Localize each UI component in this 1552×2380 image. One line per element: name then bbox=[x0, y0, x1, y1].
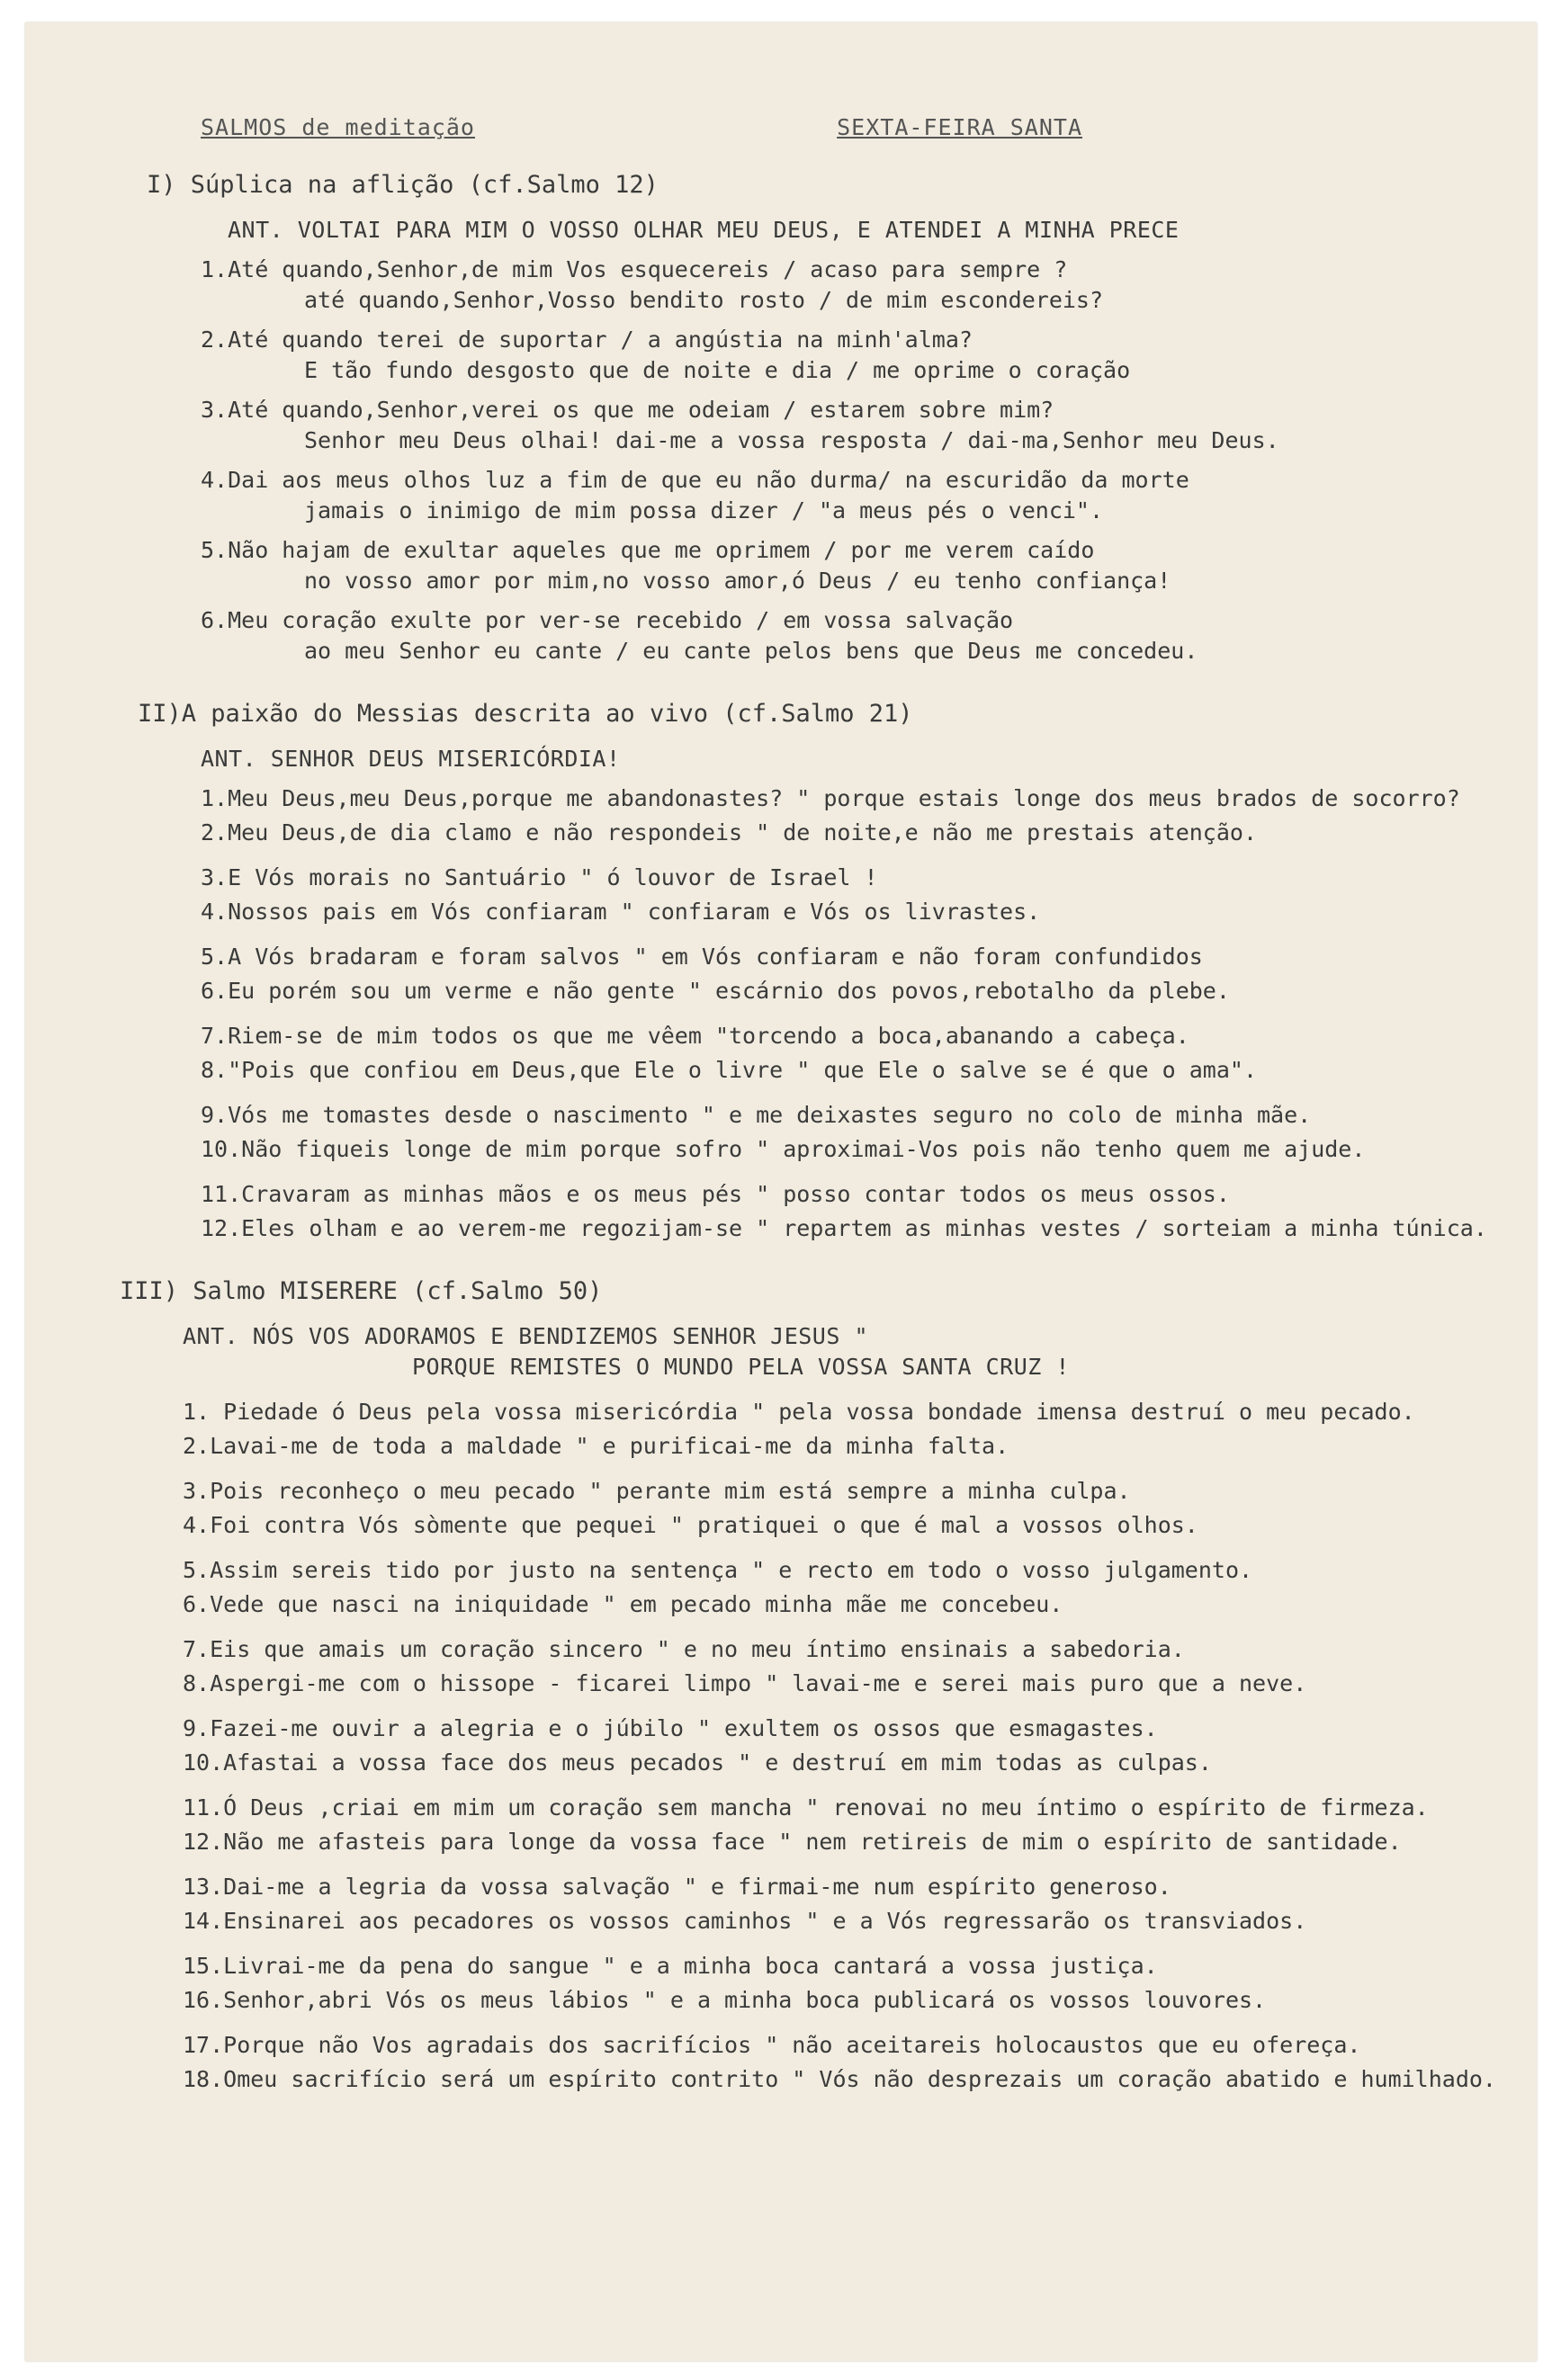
verse-line-cont: E tão fundo desgosto que de noite e dia / me oprime o coração bbox=[304, 357, 1131, 383]
verse: 9.Fazei-me ouvir a alegria e o júbilo " exultem os ossos que esmagastes. bbox=[183, 1715, 1158, 1741]
verse: 3.Pois reconheço o meu pecado " perante mim está sempre a minha culpa. bbox=[183, 1478, 1131, 1504]
verse-line: 6.Meu coração exulte por ver-se recebido / em vossa salvação bbox=[201, 607, 1014, 633]
antiphon-line-1: ANT. NÓS VOS ADORAMOS E BENDIZEMOS SENHOR JESUS " bbox=[183, 1323, 869, 1349]
verse-line: 3.Até quando,Senhor,verei os que me odeiam / estarem sobre mim? bbox=[201, 397, 1054, 423]
verse-line-cont: jamais o inimigo de mim possa dizer / "a meus pés o venci". bbox=[304, 497, 1104, 523]
verse: 11.Ó Deus ,criai em mim um coração sem mancha " renovai no meu íntimo o espírito de firmeza. bbox=[183, 1794, 1429, 1821]
verse: 18.Omeu sacrifício será um espírito contrito " Vós não desprezais um coração abatido e humilhado. bbox=[183, 2066, 1496, 2092]
section-2-antiphon: ANT. SENHOR DEUS MISERICÓRDIA! bbox=[201, 746, 621, 772]
verse: 1.Meu Deus,meu Deus,porque me abandonastes? " porque estais longe dos meus brados de socorro? bbox=[201, 785, 1460, 811]
paper-sheet bbox=[25, 22, 1537, 2361]
verse: 4.Foi contra Vós sòmente que pequei " pratiquei o que é mal a vossos olhos. bbox=[183, 1512, 1198, 1538]
header-right: SEXTA-FEIRA SANTA bbox=[837, 114, 1082, 140]
verse: 2.Lavai-me de toda a maldade " e purificai-me da minha falta. bbox=[183, 1433, 1009, 1459]
verse bbox=[201, 255, 1528, 316]
verse bbox=[201, 325, 1528, 386]
verse-line-cont: no vosso amor por mim,no vosso amor,ó Deus / eu tenho confiança! bbox=[304, 568, 1171, 594]
page-header bbox=[201, 112, 1082, 143]
document-content bbox=[120, 112, 1528, 2095]
verse-line: 5.Não hajam de exultar aqueles que me oprimem / por me verem caído bbox=[201, 537, 1095, 563]
verse: 16.Senhor,abri Vós os meus lábios " e a minha boca publicará os vossos louvores. bbox=[183, 1987, 1267, 2013]
verse: 8.Aspergi-me com o hissope - ficarei limpo " lavai-me e serei mais puro que a neve. bbox=[183, 1670, 1307, 1696]
verse: 13.Dai-me a legria da vossa salvação " e firmai-me num espírito generoso. bbox=[183, 1874, 1171, 1900]
verse-line-cont: até quando,Senhor,Vosso bendito rosto / de mim escondereis? bbox=[304, 287, 1104, 313]
verse: 17.Porque não Vos agradais dos sacrifícios " não aceitareis holocaustos que eu ofereça. bbox=[183, 2032, 1361, 2058]
verse: 7.Eis que amais um coração sincero " e no meu íntimo ensinais a sabedoria. bbox=[183, 1636, 1185, 1662]
verse: 12.Não me afasteis para longe da vossa face " nem retireis de mim o espírito de santidade. bbox=[183, 1829, 1402, 1855]
verse bbox=[201, 605, 1528, 667]
verse bbox=[201, 535, 1528, 596]
verse: 10.Não fiqueis longe de mim porque sofro " aproximai-Vos pois não tenho quem me ajude. bbox=[201, 1136, 1366, 1162]
verse: 7.Riem-se de mim todos os que me vêem "torcendo a boca,abanando a cabeça. bbox=[201, 1023, 1189, 1049]
verse-line-cont: ao meu Senhor eu cante / eu cante pelos bens que Deus me concedeu. bbox=[304, 638, 1198, 664]
verse-line: 4.Dai aos meus olhos luz a fim de que eu não durma/ na escuridão da morte bbox=[201, 467, 1189, 493]
section-3 bbox=[120, 1276, 1528, 2095]
header-left: SALMOS de meditação bbox=[201, 114, 475, 140]
verse: 9.Vós me tomastes desde o nascimento " e me deixastes seguro no colo de minha mãe. bbox=[201, 1102, 1312, 1128]
section-3-antiphon bbox=[183, 1321, 1528, 1382]
verse: 4.Nossos pais em Vós confiaram " confiaram e Vós os livrastes. bbox=[201, 899, 1041, 925]
section-1 bbox=[124, 170, 1528, 667]
verse: 11.Cravaram as minhas mãos e os meus pés " posso contar todos os meus ossos. bbox=[201, 1181, 1230, 1207]
verse-line: 1.Até quando,Senhor,de mim Vos esquecereis / acaso para sempre ? bbox=[201, 256, 1068, 282]
verse bbox=[201, 395, 1528, 456]
antiphon-line-2: PORQUE REMISTES O MUNDO PELA VOSSA SANTA CRUZ ! bbox=[412, 1354, 1070, 1380]
section-3-title: III) Salmo MISERERE (cf.Salmo 50) bbox=[120, 1277, 603, 1305]
section-1-title: I) Súplica na aflição (cf.Salmo 12) bbox=[147, 171, 659, 199]
verse: 10.Afastai a vossa face dos meus pecados " e destruí em mim todas as culpas. bbox=[183, 1749, 1212, 1776]
verse: 2.Meu Deus,de dia clamo e não respondeis " de noite,e não me prestais atenção. bbox=[201, 819, 1257, 846]
verse: 8."Pois que confiou em Deus,que Ele o livre " que Ele o salve se é que o ama". bbox=[201, 1057, 1257, 1083]
verse: 5.A Vós bradaram e foram salvos " em Vós confiaram e não foram confundidos bbox=[201, 944, 1203, 970]
verse: 15.Livrai-me da pena do sangue " e a minha boca cantará a vossa justiça. bbox=[183, 1953, 1158, 1979]
verse-line: 2.Até quando terei de suportar / a angústia na minh'alma? bbox=[201, 327, 973, 353]
verse bbox=[201, 465, 1528, 526]
verse: 14.Ensinarei aos pecadores os vossos caminhos " e a Vós regressarão os transviados. bbox=[183, 1908, 1307, 1934]
verse: 6.Vede que nasci na iniquidade " em pecado minha mãe me concebeu. bbox=[183, 1591, 1063, 1617]
verse: 3.E Vós morais no Santuário " ó louvor de Israel ! bbox=[201, 864, 878, 890]
verse-line-cont: Senhor meu Deus olhai! dai-me a vossa resposta / dai-ma,Senhor meu Deus. bbox=[304, 427, 1279, 453]
section-1-antiphon: ANT. VOLTAI PARA MIM O VOSSO OLHAR MEU DEUS, E ATENDEI A MINHA PRECE bbox=[228, 217, 1180, 243]
verse: 6.Eu porém sou um verme e não gente " escárnio dos povos,rebotalho da plebe. bbox=[201, 978, 1230, 1004]
section-2 bbox=[124, 699, 1528, 1244]
section-2-title: II)A paixão do Messias descrita ao vivo (cf.Salmo 21) bbox=[138, 700, 913, 728]
verse: 1. Piedade ó Deus pela vossa misericórdia " pela vossa bondade imensa destruí o meu pecado. bbox=[183, 1399, 1415, 1425]
verse: 5.Assim sereis tido por justo na sentença " e recto em todo o vosso julgamento. bbox=[183, 1557, 1253, 1583]
verse: 12.Eles olham e ao verem-me regozijam-se " repartem as minhas vestes / sorteiam a minha túnica. bbox=[201, 1215, 1487, 1241]
